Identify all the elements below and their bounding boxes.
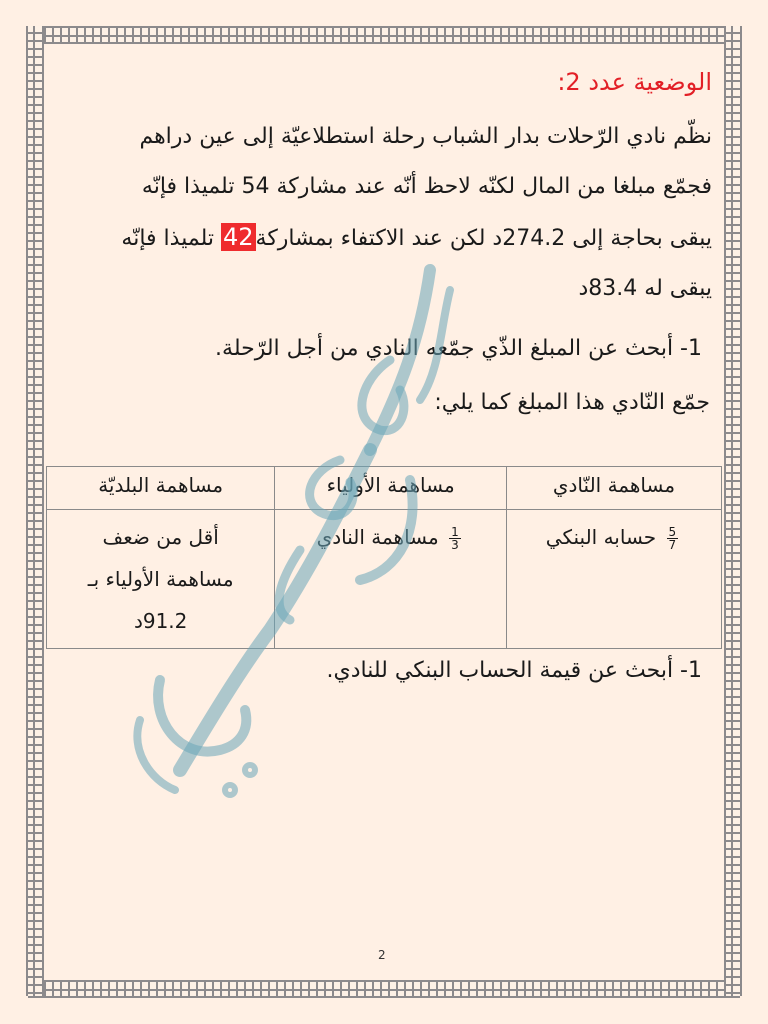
header-club: مساهمة النّادي xyxy=(506,467,721,510)
fraction-club xyxy=(667,526,679,551)
page-number: 2 xyxy=(378,948,386,962)
statement-line-2: فجمّع مبلغا من المال لكنّه لاحظ أنّه عند مشاركة 54 تلميذا فإنّه xyxy=(141,174,712,199)
header-municipality: مساهمة البلديّة xyxy=(47,467,275,510)
decorative-border-left xyxy=(26,26,44,996)
club-cell-text: حسابه البنكي xyxy=(545,525,657,549)
statement-line-3-end: تلميذا فإنّه xyxy=(121,226,214,251)
fraction-parents xyxy=(449,526,461,551)
header-parents: مساهمة الأولياء xyxy=(275,467,507,510)
table-intro: جمّع النّادي هذا المبلغ كما يلي: xyxy=(434,390,710,415)
statement-line-3-start: يبقى بحاجة إلى 274.2د لكن عند الاكتفاء بمشاركة xyxy=(255,226,712,251)
table-row xyxy=(47,510,722,649)
highlighted-number: 42 xyxy=(222,223,254,251)
table-header-row xyxy=(47,467,722,510)
statement-line-4: يبقى له 83.4د xyxy=(578,276,712,301)
parents-cell-text: مساهمة النادي xyxy=(316,525,439,549)
decorative-border-right xyxy=(724,26,742,996)
cell-club xyxy=(506,510,721,649)
worksheet-content xyxy=(50,50,720,683)
fraction-denominator: 3 xyxy=(451,538,459,552)
cell-parents xyxy=(275,510,507,649)
fraction-numerator: 5 xyxy=(668,525,677,539)
question-1: 1- أبحث عن المبلغ الذّي جمّعه النادي من أجل الرّحلة. xyxy=(215,336,702,361)
problem-statement xyxy=(50,112,712,314)
statement-line-1: نظّم نادي الرّحلات بدار الشباب رحلة استطلاعيّة إلى عين دراهم xyxy=(139,124,712,149)
decorative-border-top xyxy=(28,26,740,44)
fraction-numerator: 1 xyxy=(451,525,459,539)
municipality-line-3: 91.2د xyxy=(133,609,188,633)
cell-municipality xyxy=(47,510,275,649)
decorative-border-bottom xyxy=(28,980,740,998)
statement-line-3 xyxy=(50,212,712,264)
situation-title: الوضعية عدد 2: xyxy=(557,68,712,96)
question-2: 1- أبحث عن قيمة الحساب البنكي للنادي. xyxy=(326,658,702,683)
fraction-denominator: 7 xyxy=(668,538,677,552)
municipality-line-1: أقل من ضعف xyxy=(102,525,219,549)
contribution-table xyxy=(46,466,722,649)
municipality-line-2: مساهمة الأولياء بـ xyxy=(87,567,234,591)
